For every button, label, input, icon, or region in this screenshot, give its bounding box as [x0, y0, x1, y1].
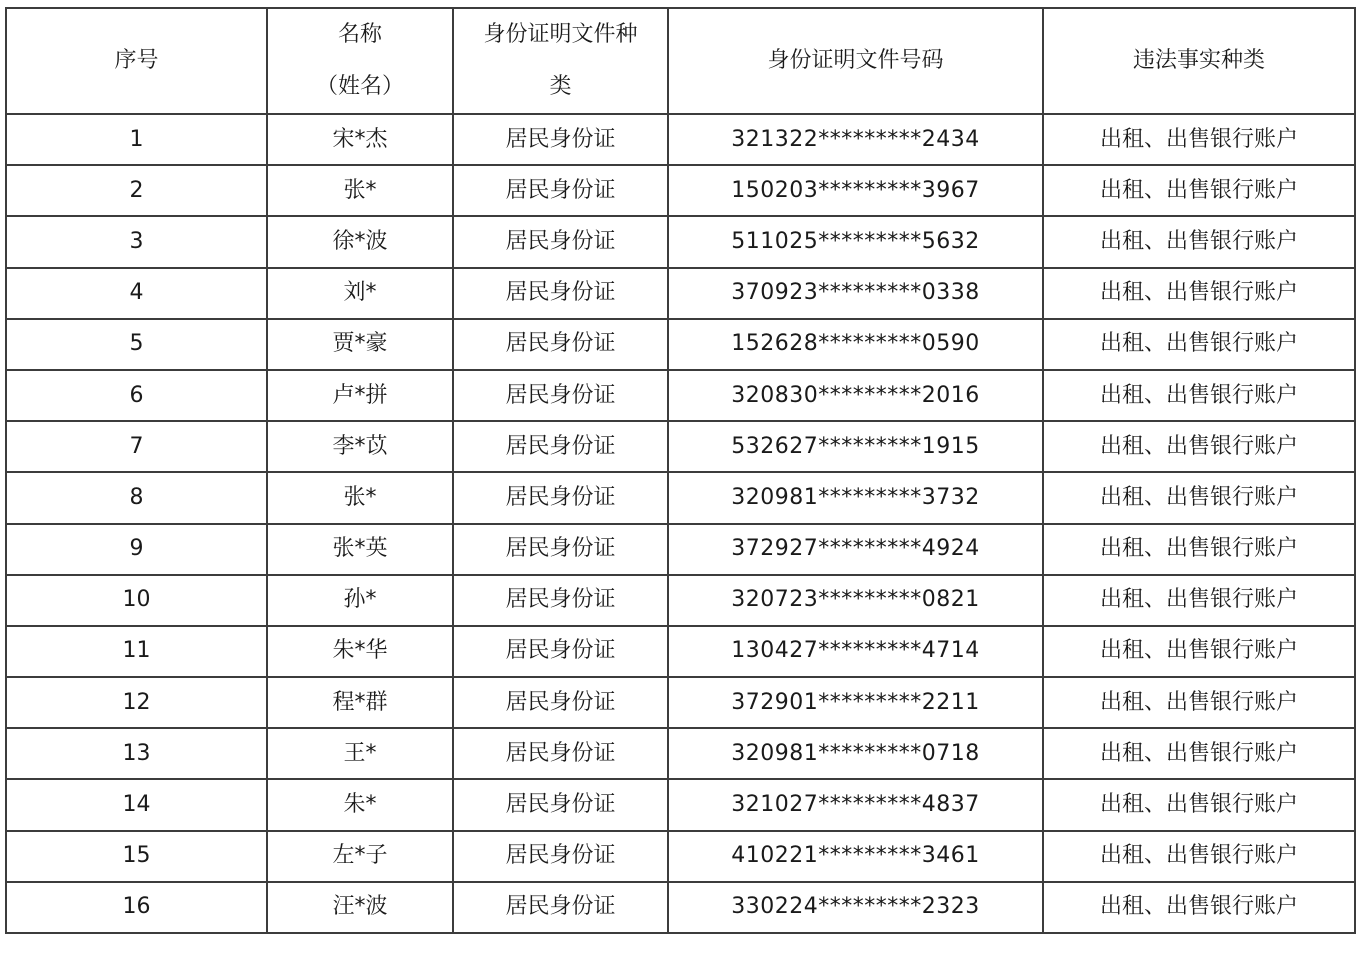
cell-violation: 出租、出售银行账户 [1043, 524, 1355, 575]
cell-violation: 出租、出售银行账户 [1043, 575, 1355, 626]
header-name [267, 8, 453, 114]
table-row [6, 472, 1355, 523]
table-row [6, 524, 1355, 575]
header-doc-type-line1: 身份证明文件种 [483, 22, 638, 47]
cell-name: 贾*豪 [267, 319, 453, 370]
cell-violation: 出租、出售银行账户 [1043, 677, 1355, 728]
cell-name: 孙* [267, 575, 453, 626]
cell-violation: 出租、出售银行账户 [1043, 114, 1355, 165]
cell-name: 汪*波 [267, 882, 453, 933]
cell-doc-type: 居民身份证 [453, 114, 668, 165]
table-row [6, 575, 1355, 626]
cell-doc-number: 320981*********0718 [668, 728, 1043, 779]
cell-doc-type: 居民身份证 [453, 370, 668, 421]
cell-index: 8 [6, 472, 267, 523]
cell-doc-number: 410221*********3461 [668, 831, 1043, 882]
cell-doc-type: 居民身份证 [453, 216, 668, 267]
cell-doc-type: 居民身份证 [453, 728, 668, 779]
cell-violation: 出租、出售银行账户 [1043, 319, 1355, 370]
cell-name: 张* [267, 472, 453, 523]
penalty-list-table [5, 7, 1356, 934]
cell-name: 宋*杰 [267, 114, 453, 165]
cell-violation: 出租、出售银行账户 [1043, 268, 1355, 319]
cell-index: 7 [6, 421, 267, 472]
cell-name: 张* [267, 165, 453, 216]
cell-violation: 出租、出售银行账户 [1043, 626, 1355, 677]
table-row [6, 728, 1355, 779]
cell-doc-number: 321322*********2434 [668, 114, 1043, 165]
cell-index: 10 [6, 575, 267, 626]
cell-violation: 出租、出售银行账户 [1043, 728, 1355, 779]
cell-doc-number: 320830*********2016 [668, 370, 1043, 421]
cell-doc-number: 372927*********4924 [668, 524, 1043, 575]
cell-index: 12 [6, 677, 267, 728]
table-row [6, 882, 1355, 933]
cell-index: 5 [6, 319, 267, 370]
cell-violation: 出租、出售银行账户 [1043, 882, 1355, 933]
cell-doc-number: 150203*********3967 [668, 165, 1043, 216]
cell-name: 徐*波 [267, 216, 453, 267]
cell-doc-type: 居民身份证 [453, 626, 668, 677]
cell-doc-number: 320981*********3732 [668, 472, 1043, 523]
cell-doc-number: 321027*********4837 [668, 779, 1043, 830]
cell-index: 6 [6, 370, 267, 421]
cell-name: 李*苡 [267, 421, 453, 472]
cell-doc-number: 532627*********1915 [668, 421, 1043, 472]
cell-doc-number: 370923*********0338 [668, 268, 1043, 319]
header-name-line1: 名称 [337, 22, 382, 47]
cell-index: 14 [6, 779, 267, 830]
cell-violation: 出租、出售银行账户 [1043, 472, 1355, 523]
table-row [6, 165, 1355, 216]
table-row [6, 319, 1355, 370]
cell-doc-type: 居民身份证 [453, 165, 668, 216]
cell-violation: 出租、出售银行账户 [1043, 216, 1355, 267]
table-row [6, 831, 1355, 882]
cell-index: 4 [6, 268, 267, 319]
cell-doc-number: 511025*********5632 [668, 216, 1043, 267]
header-doc-number: 身份证明文件号码 [668, 8, 1043, 114]
table-row [6, 421, 1355, 472]
cell-name: 程*群 [267, 677, 453, 728]
cell-doc-type: 居民身份证 [453, 677, 668, 728]
cell-doc-type: 居民身份证 [453, 319, 668, 370]
cell-doc-number: 372901*********2211 [668, 677, 1043, 728]
header-name-line2: （姓名） [315, 74, 404, 99]
cell-index: 15 [6, 831, 267, 882]
cell-violation: 出租、出售银行账户 [1043, 831, 1355, 882]
table-header [6, 8, 1355, 114]
header-violation: 违法事实种类 [1043, 8, 1355, 114]
cell-name: 左*子 [267, 831, 453, 882]
cell-name: 刘* [267, 268, 453, 319]
table-row [6, 677, 1355, 728]
cell-index: 11 [6, 626, 267, 677]
table-row [6, 626, 1355, 677]
cell-index: 1 [6, 114, 267, 165]
cell-doc-type: 居民身份证 [453, 472, 668, 523]
cell-name: 朱*华 [267, 626, 453, 677]
cell-index: 2 [6, 165, 267, 216]
cell-index: 16 [6, 882, 267, 933]
header-index: 序号 [6, 8, 267, 114]
table-row [6, 114, 1355, 165]
table-row [6, 268, 1355, 319]
cell-doc-type: 居民身份证 [453, 268, 668, 319]
cell-violation: 出租、出售银行账户 [1043, 421, 1355, 472]
table-row [6, 216, 1355, 267]
cell-name: 王* [267, 728, 453, 779]
table-row [6, 370, 1355, 421]
cell-doc-number: 152628*********0590 [668, 319, 1043, 370]
cell-violation: 出租、出售银行账户 [1043, 370, 1355, 421]
cell-doc-type: 居民身份证 [453, 421, 668, 472]
cell-index: 9 [6, 524, 267, 575]
cell-violation: 出租、出售银行账户 [1043, 779, 1355, 830]
table-row [6, 779, 1355, 830]
header-doc-type [453, 8, 668, 114]
cell-violation: 出租、出售银行账户 [1043, 165, 1355, 216]
cell-doc-type: 居民身份证 [453, 575, 668, 626]
cell-name: 朱* [267, 779, 453, 830]
header-row [6, 8, 1355, 114]
cell-doc-type: 居民身份证 [453, 831, 668, 882]
cell-doc-type: 居民身份证 [453, 882, 668, 933]
header-doc-type-line2: 类 [549, 74, 572, 99]
table-body [6, 114, 1355, 933]
cell-doc-number: 130427*********4714 [668, 626, 1043, 677]
cell-doc-number: 320723*********0821 [668, 575, 1043, 626]
cell-name: 张*英 [267, 524, 453, 575]
cell-doc-type: 居民身份证 [453, 779, 668, 830]
cell-doc-number: 330224*********2323 [668, 882, 1043, 933]
cell-doc-type: 居民身份证 [453, 524, 668, 575]
cell-name: 卢*拼 [267, 370, 453, 421]
cell-index: 3 [6, 216, 267, 267]
cell-index: 13 [6, 728, 267, 779]
